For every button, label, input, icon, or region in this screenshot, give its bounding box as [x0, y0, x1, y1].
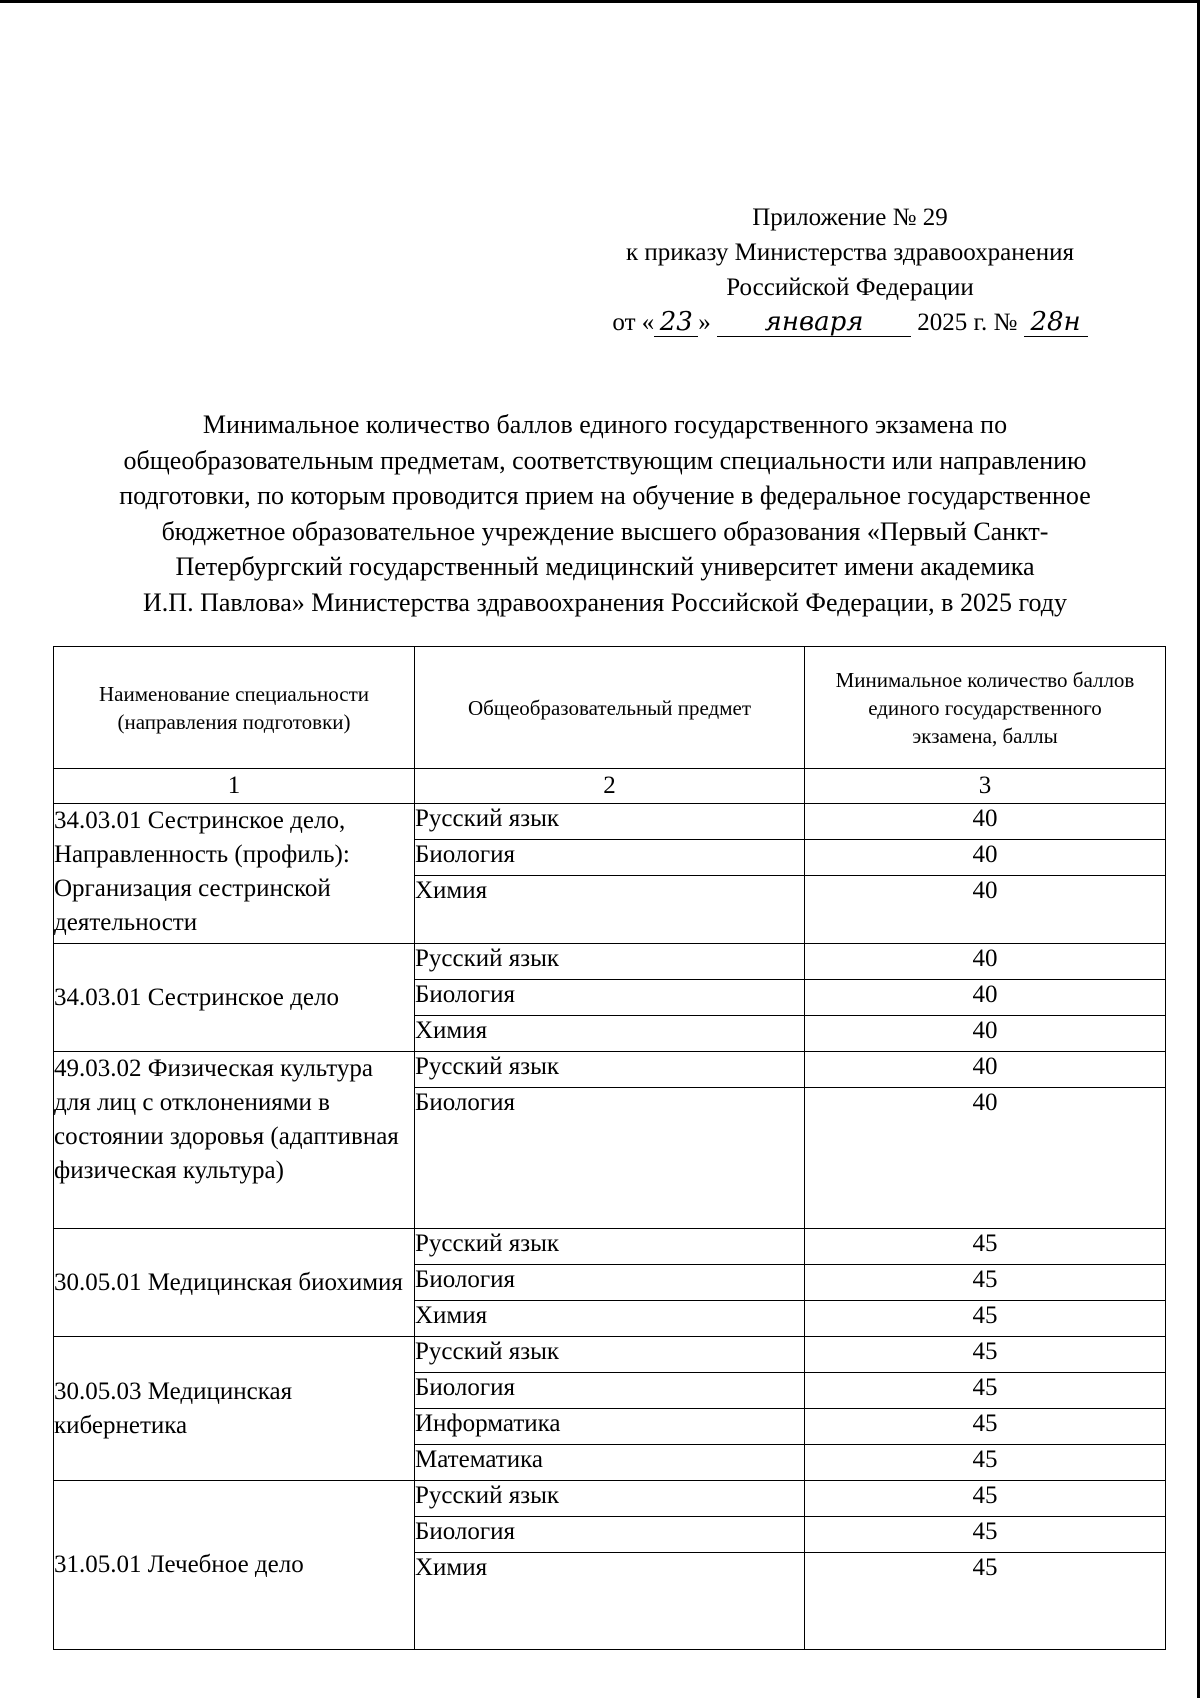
title-line: И.П. Павлова» Министерства здравоохранения Российской Федерации, в 2025 году: [143, 587, 1067, 617]
subject-cell: Русский язык: [415, 1337, 805, 1373]
handwritten-month: января: [717, 308, 911, 337]
order-date-line: [560, 305, 1140, 340]
score-cell: 40: [805, 804, 1166, 840]
subject-cell: Биология: [415, 1517, 805, 1553]
appendix-block: [560, 200, 1140, 340]
subject-cell: Русский язык: [415, 1052, 805, 1088]
handwritten-day: 23: [654, 308, 698, 337]
header-min-score: Минимальное количество баллов единого государственного экзамена, баллы: [805, 647, 1166, 769]
score-cell: 40: [805, 1016, 1166, 1052]
column-number: 1: [54, 769, 415, 804]
column-number-row: [54, 769, 1166, 804]
table-row: [54, 1481, 1166, 1517]
title-line: Петербургский государственный медицинский университет имени академика: [175, 552, 1035, 581]
scores-table: [53, 646, 1166, 1650]
appendix-number: Приложение № 29: [752, 204, 948, 231]
score-cell: 45: [805, 1517, 1166, 1553]
header-row: [54, 647, 1166, 769]
score-cell: 45: [805, 1229, 1166, 1265]
subject-cell: Русский язык: [415, 1229, 805, 1265]
order-quote: »: [698, 309, 711, 336]
specialty-cell: 49.03.02 Физическая культура для лиц с отклонениями в состоянии здоровья (адаптивная физическая культура): [54, 1052, 415, 1229]
header-subject: Общеобразовательный предмет: [415, 647, 805, 769]
score-cell: 45: [805, 1409, 1166, 1445]
table-row: [54, 1052, 1166, 1088]
title-line: Минимальное количество баллов единого государственного экзамена по: [202, 410, 1008, 439]
table-row: [54, 1229, 1166, 1265]
subject-cell: Русский язык: [415, 944, 805, 980]
subject-cell: Биология: [415, 1088, 805, 1229]
subject-cell: Химия: [415, 876, 805, 944]
score-cell: 40: [805, 980, 1166, 1016]
subject-cell: Химия: [415, 1301, 805, 1337]
score-cell: 40: [805, 1088, 1166, 1229]
header-specialty: Наименование специальности (направления подготовки): [54, 647, 415, 769]
order-prefix: от «: [612, 309, 655, 336]
score-cell: 45: [805, 1445, 1166, 1481]
subject-cell: Биология: [415, 1373, 805, 1409]
appendix-order-ref: к приказу Министерства здравоохранения: [625, 239, 1075, 266]
specialty-cell: 34.03.01 Сестринское дело: [54, 944, 415, 1052]
column-number: 2: [415, 769, 805, 804]
title-line: бюджетное образовательное учреждение высшего образования «Первый Санкт-: [161, 516, 1049, 546]
subject-cell: Биология: [415, 1265, 805, 1301]
subject-cell: Химия: [415, 1553, 805, 1650]
order-year: 2025 г. №: [917, 309, 1018, 336]
specialty-cell: 34.03.01 Сестринское дело, Направленность (профиль): Организация сестринской деятельности: [54, 804, 415, 944]
subject-cell: Информатика: [415, 1409, 805, 1445]
subject-cell: Биология: [415, 980, 805, 1016]
subject-cell: Химия: [415, 1016, 805, 1052]
score-cell: 45: [805, 1337, 1166, 1373]
score-cell: 40: [805, 840, 1166, 876]
subject-cell: Русский язык: [415, 1481, 805, 1517]
handwritten-order-number: 28н: [1024, 308, 1088, 337]
column-number: 3: [805, 769, 1166, 804]
score-cell: 45: [805, 1481, 1166, 1517]
subject-cell: Математика: [415, 1445, 805, 1481]
score-cell: 45: [805, 1265, 1166, 1301]
score-cell: 45: [805, 1553, 1166, 1650]
score-cell: 40: [805, 1052, 1166, 1088]
score-cell: 45: [805, 1373, 1166, 1409]
title-line: подготовки, по которым проводится прием на обучение в федеральное государственное: [119, 481, 1091, 510]
subject-cell: Русский язык: [415, 804, 805, 840]
score-cell: 45: [805, 1301, 1166, 1337]
document-title: [40, 407, 1170, 620]
appendix-ministry: Российской Федерации: [726, 274, 974, 301]
table-row: [54, 804, 1166, 840]
subject-cell: Биология: [415, 840, 805, 876]
score-cell: 40: [805, 876, 1166, 944]
table-row: [54, 1337, 1166, 1373]
specialty-cell: 31.05.01 Лечебное дело: [54, 1481, 415, 1650]
score-cell: 40: [805, 944, 1166, 980]
specialty-cell: 30.05.03 Медицинская кибернетика: [54, 1337, 415, 1481]
title-line: общеобразовательным предметам, соответствующим специальности или направлению: [123, 445, 1087, 475]
specialty-cell: 30.05.01 Медицинская биохимия: [54, 1229, 415, 1337]
table-row: [54, 944, 1166, 980]
